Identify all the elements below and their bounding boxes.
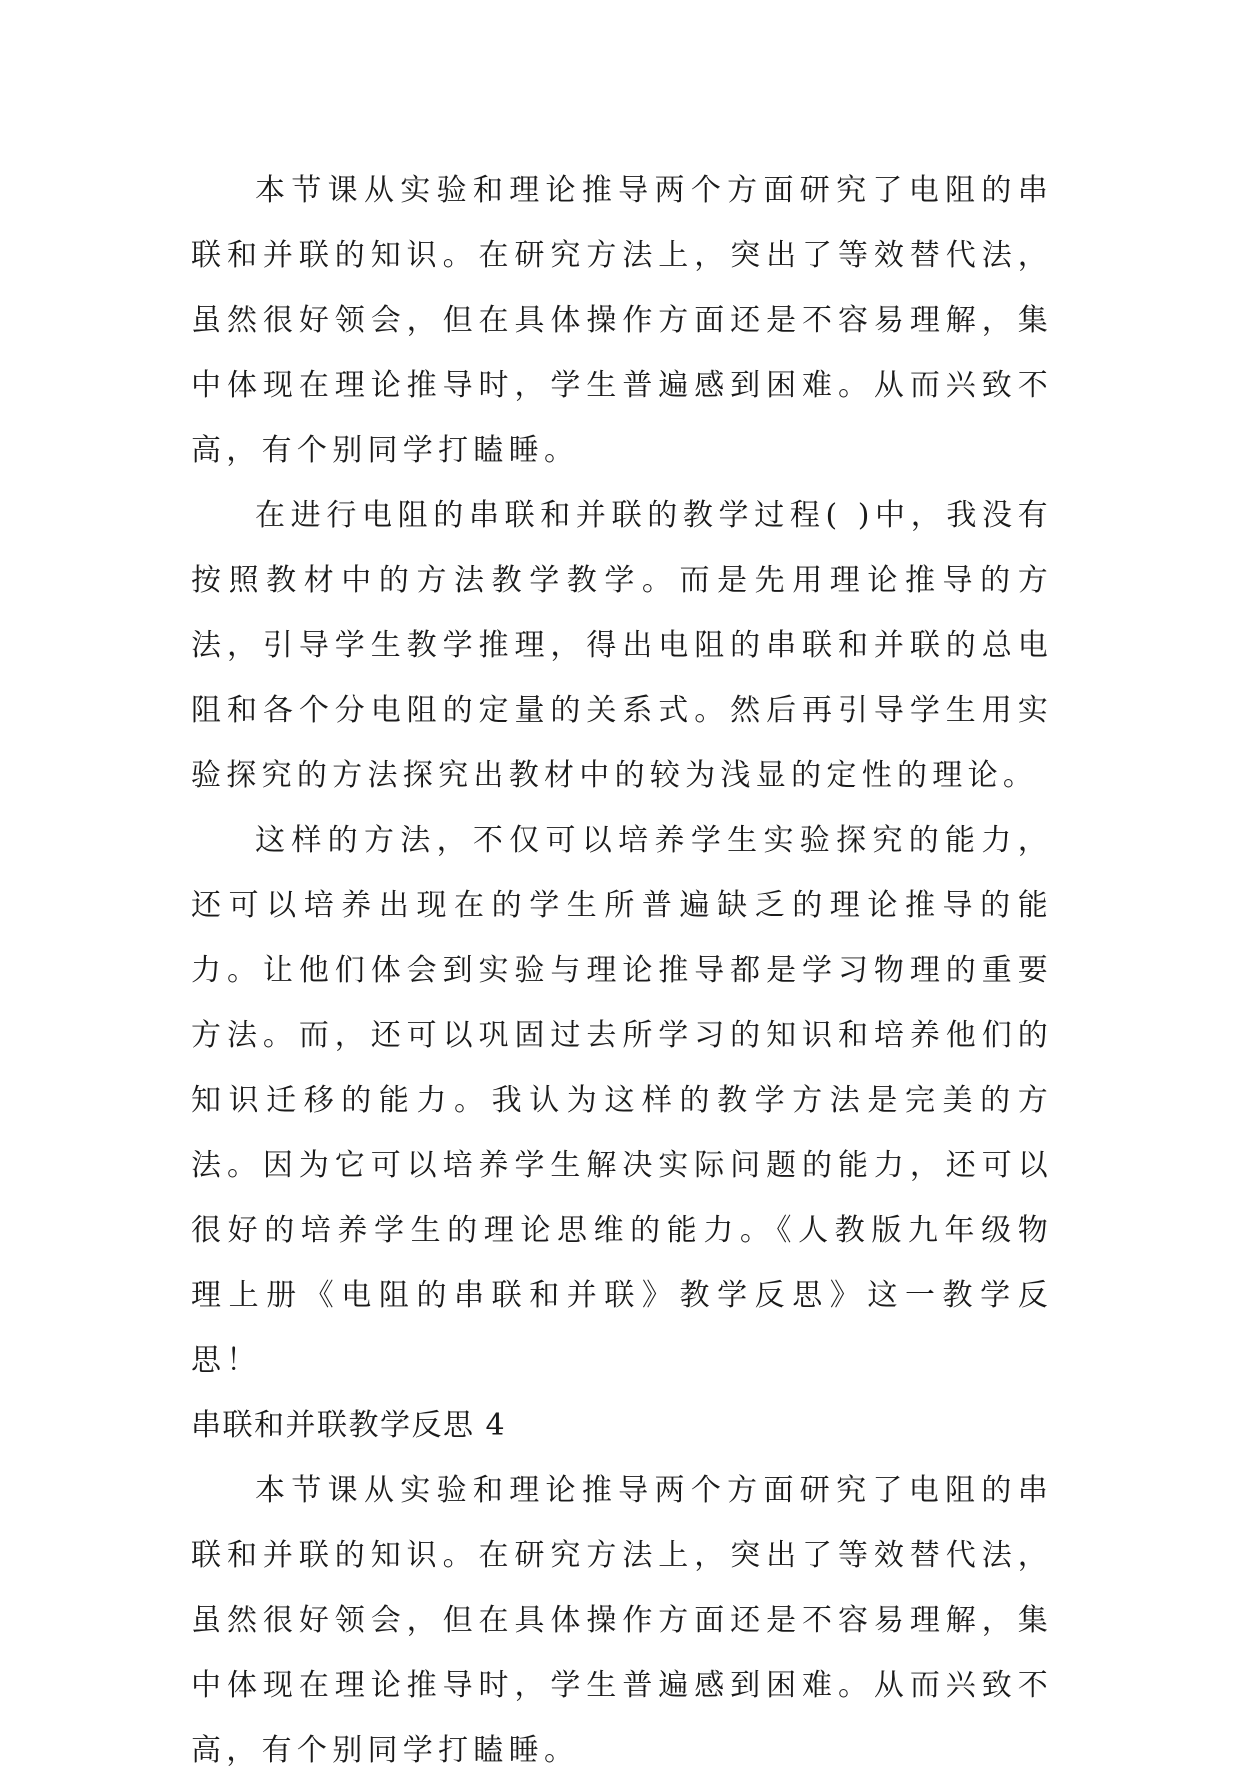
paragraph: 在进行电阻的串联和并联的教学过程( )中，我没有按照教材中的方法教学教学。而是先用理论推导的方法，引导学生教学推理，得出电阻的串联和并联的总电阻和各个分电阻的定量的关系式。然后再引导学生用实验探究的方法探究出教材中的较为浅显的定性的理论。 [191, 498, 1053, 793]
paragraph: 本节课从实验和理论推导两个方面研究了电阻的串联和并联的知识。在研究方法上，突出了等效替代法，虽然很好领会，但在具体操作方面还是不容易理解，集中体现在理论推导时，学生普遍感到困难。从而兴致不高，有个别同学打瞌睡。 [191, 1473, 1053, 1768]
paragraph: 这样的方法，不仅可以培养学生实验探究的能力，还可以培养出现在的学生所普遍缺乏的理论推导的能力。让他们体会到实验与理论推导都是学习物理的重要方法。而，还可以巩固过去所学习的知识和培养他们的知识迁移的能力。我认为这样的教学方法是完美的方法。因为它可以培养学生解决实际问题的能力，还可以很好的培养学生的理论思维的能力。《人教版九年级物理上册《电阻的串联和并联》教学反思》这一教学反思！ [191, 823, 1053, 1378]
section-heading: 串联和并联教学反思 4 [191, 1408, 507, 1443]
document-body [191, 158, 1053, 1783]
paragraph: 本节课从实验和理论推导两个方面研究了电阻的串联和并联的知识。在研究方法上，突出了等效替代法，虽然很好领会，但在具体操作方面还是不容易理解，集中体现在理论推导时，学生普遍感到困难。从而兴致不高，有个别同学打瞌睡。 [191, 173, 1053, 468]
